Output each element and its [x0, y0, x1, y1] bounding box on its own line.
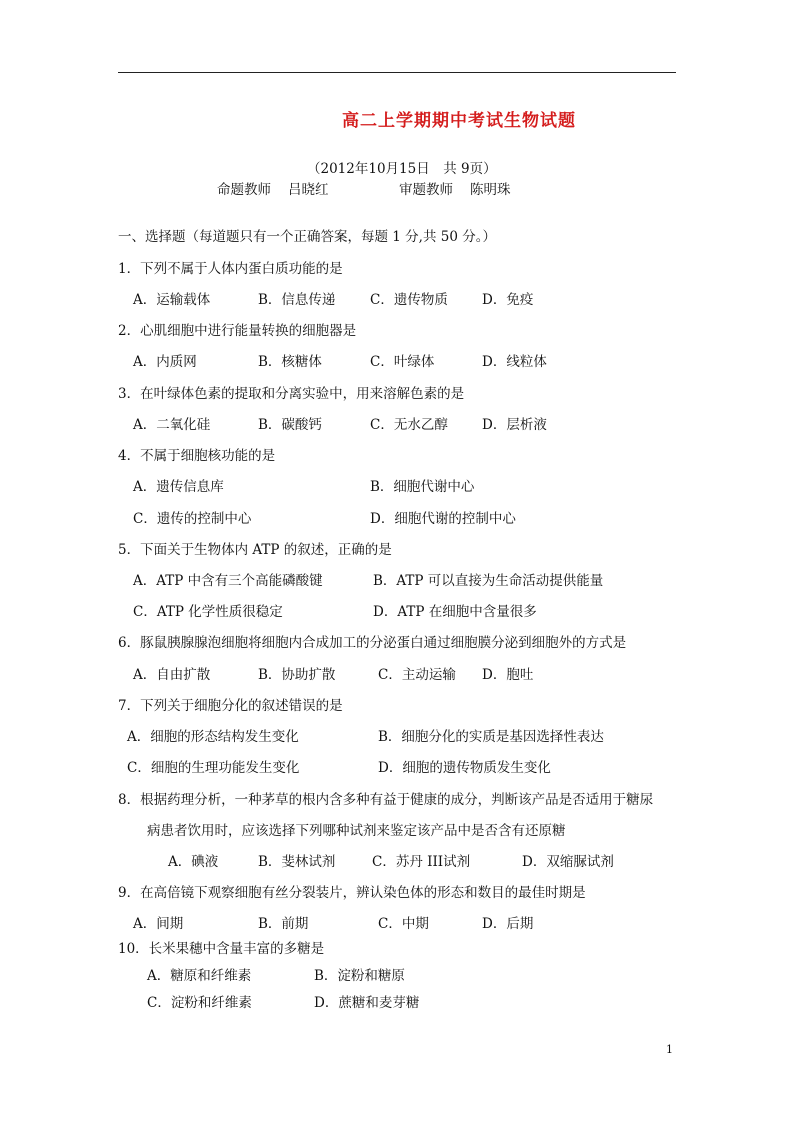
option: B．细胞代谢中心: [370, 479, 475, 495]
author-name: 吕晓红: [288, 182, 329, 198]
option: B．ATP 可以直接为生命活动提供能量: [373, 573, 604, 589]
question-stem: 6．豚鼠胰腺腺泡细胞将细胞内合成加工的分泌蛋白通过细胞膜分泌到细胞外的方式是: [118, 635, 627, 651]
question-stem: 8．根据药理分析，一种茅草的根内含多种有益于健康的成分，判断该产品是否适用于糖尿: [118, 792, 654, 808]
option: D．双缩脲试剂: [522, 854, 614, 870]
option: D．ATP 在细胞中含量很多: [373, 604, 537, 620]
question-stem: 9．在高倍镜下观察细胞有丝分裂装片，辨认染色体的形态和数目的最佳时期是: [118, 885, 586, 901]
header-rule: [118, 72, 676, 73]
option: B．信息传递: [258, 292, 336, 308]
option: D．细胞的遗传物质发生变化: [378, 760, 551, 776]
option: D．细胞代谢的控制中心: [370, 511, 516, 527]
option: C．遗传物质: [370, 292, 448, 308]
question-stem: 2．心肌细胞中进行能量转换的细胞器是: [118, 323, 357, 339]
option: B．协助扩散: [258, 667, 336, 683]
option: D．层析液: [482, 417, 547, 433]
option: D．蔗糖和麦芽糖: [314, 995, 420, 1011]
option: B．斐林试剂: [258, 854, 336, 870]
section-heading: 一、选择题（每道题只有一个正确答案，每题 1 分,共 50 分。）: [118, 229, 496, 245]
option: D．线粒体: [482, 354, 547, 370]
option: D．胞吐: [482, 667, 534, 683]
question-stem: 1．下列不属于人体内蛋白质功能的是: [118, 261, 343, 277]
option: A．碘液: [168, 854, 219, 870]
option: A．间期: [133, 916, 184, 932]
option: C．苏丹 III试剂: [372, 854, 471, 870]
option: B．前期: [258, 916, 309, 932]
option: C．中期: [378, 916, 429, 932]
option: B．碳酸钙: [258, 417, 322, 433]
question-stem: 3．在叶绿体色素的提取和分离实验中，用来溶解色素的是: [118, 386, 465, 402]
question-stem: 5．下面关于生物体内 ATP 的叙述，正确的是: [118, 542, 392, 558]
option: B．细胞分化的实质是基因选择性表达: [378, 729, 604, 745]
option: A．细胞的形态结构发生变化: [127, 729, 299, 745]
option: C．ATP 化学性质很稳定: [133, 604, 283, 620]
option: C．叶绿体: [370, 354, 435, 370]
page-number: 1: [666, 1043, 673, 1056]
option: D．后期: [482, 916, 534, 932]
reviewer-label: 审题教师: [399, 182, 453, 198]
question-stem: 4．不属于细胞核功能的是: [118, 448, 276, 464]
option: C．主动运输: [378, 667, 456, 683]
option: A．ATP 中含有三个高能磷酸键: [133, 573, 323, 589]
option: C．遗传的控制中心: [133, 511, 252, 527]
question-stem: 10．长米果穗中含量丰富的多糖是: [118, 941, 325, 957]
reviewer-name: 陈明珠: [470, 182, 511, 198]
option: A．内质网: [133, 354, 197, 370]
option: C．细胞的生理功能发生变化: [127, 760, 300, 776]
option: D．免疫: [482, 292, 534, 308]
question-stem: 7．下列关于细胞分化的叙述错误的是: [118, 698, 343, 714]
option: C．淀粉和纤维素: [147, 995, 252, 1011]
option: A．二氧化硅: [133, 417, 211, 433]
option: A．运输载体: [133, 292, 211, 308]
option: A．遗传信息库: [133, 479, 224, 495]
page-title: 高二上学期期中考试生物试题: [342, 111, 576, 131]
option: A．自由扩散: [133, 667, 211, 683]
option: B．核糖体: [258, 354, 322, 370]
option: A．糖原和纤维素: [147, 968, 252, 984]
author-label: 命题教师: [217, 182, 271, 198]
option: C．无水乙醇: [370, 417, 448, 433]
option: B．淀粉和糖原: [314, 968, 405, 984]
date-line: （2012年10月15日 共 9页）: [307, 161, 497, 177]
question-stem-continued: 病患者饮用时，应该选择下列哪种试剂来鉴定该产品中是否含有还原糖: [147, 823, 566, 839]
